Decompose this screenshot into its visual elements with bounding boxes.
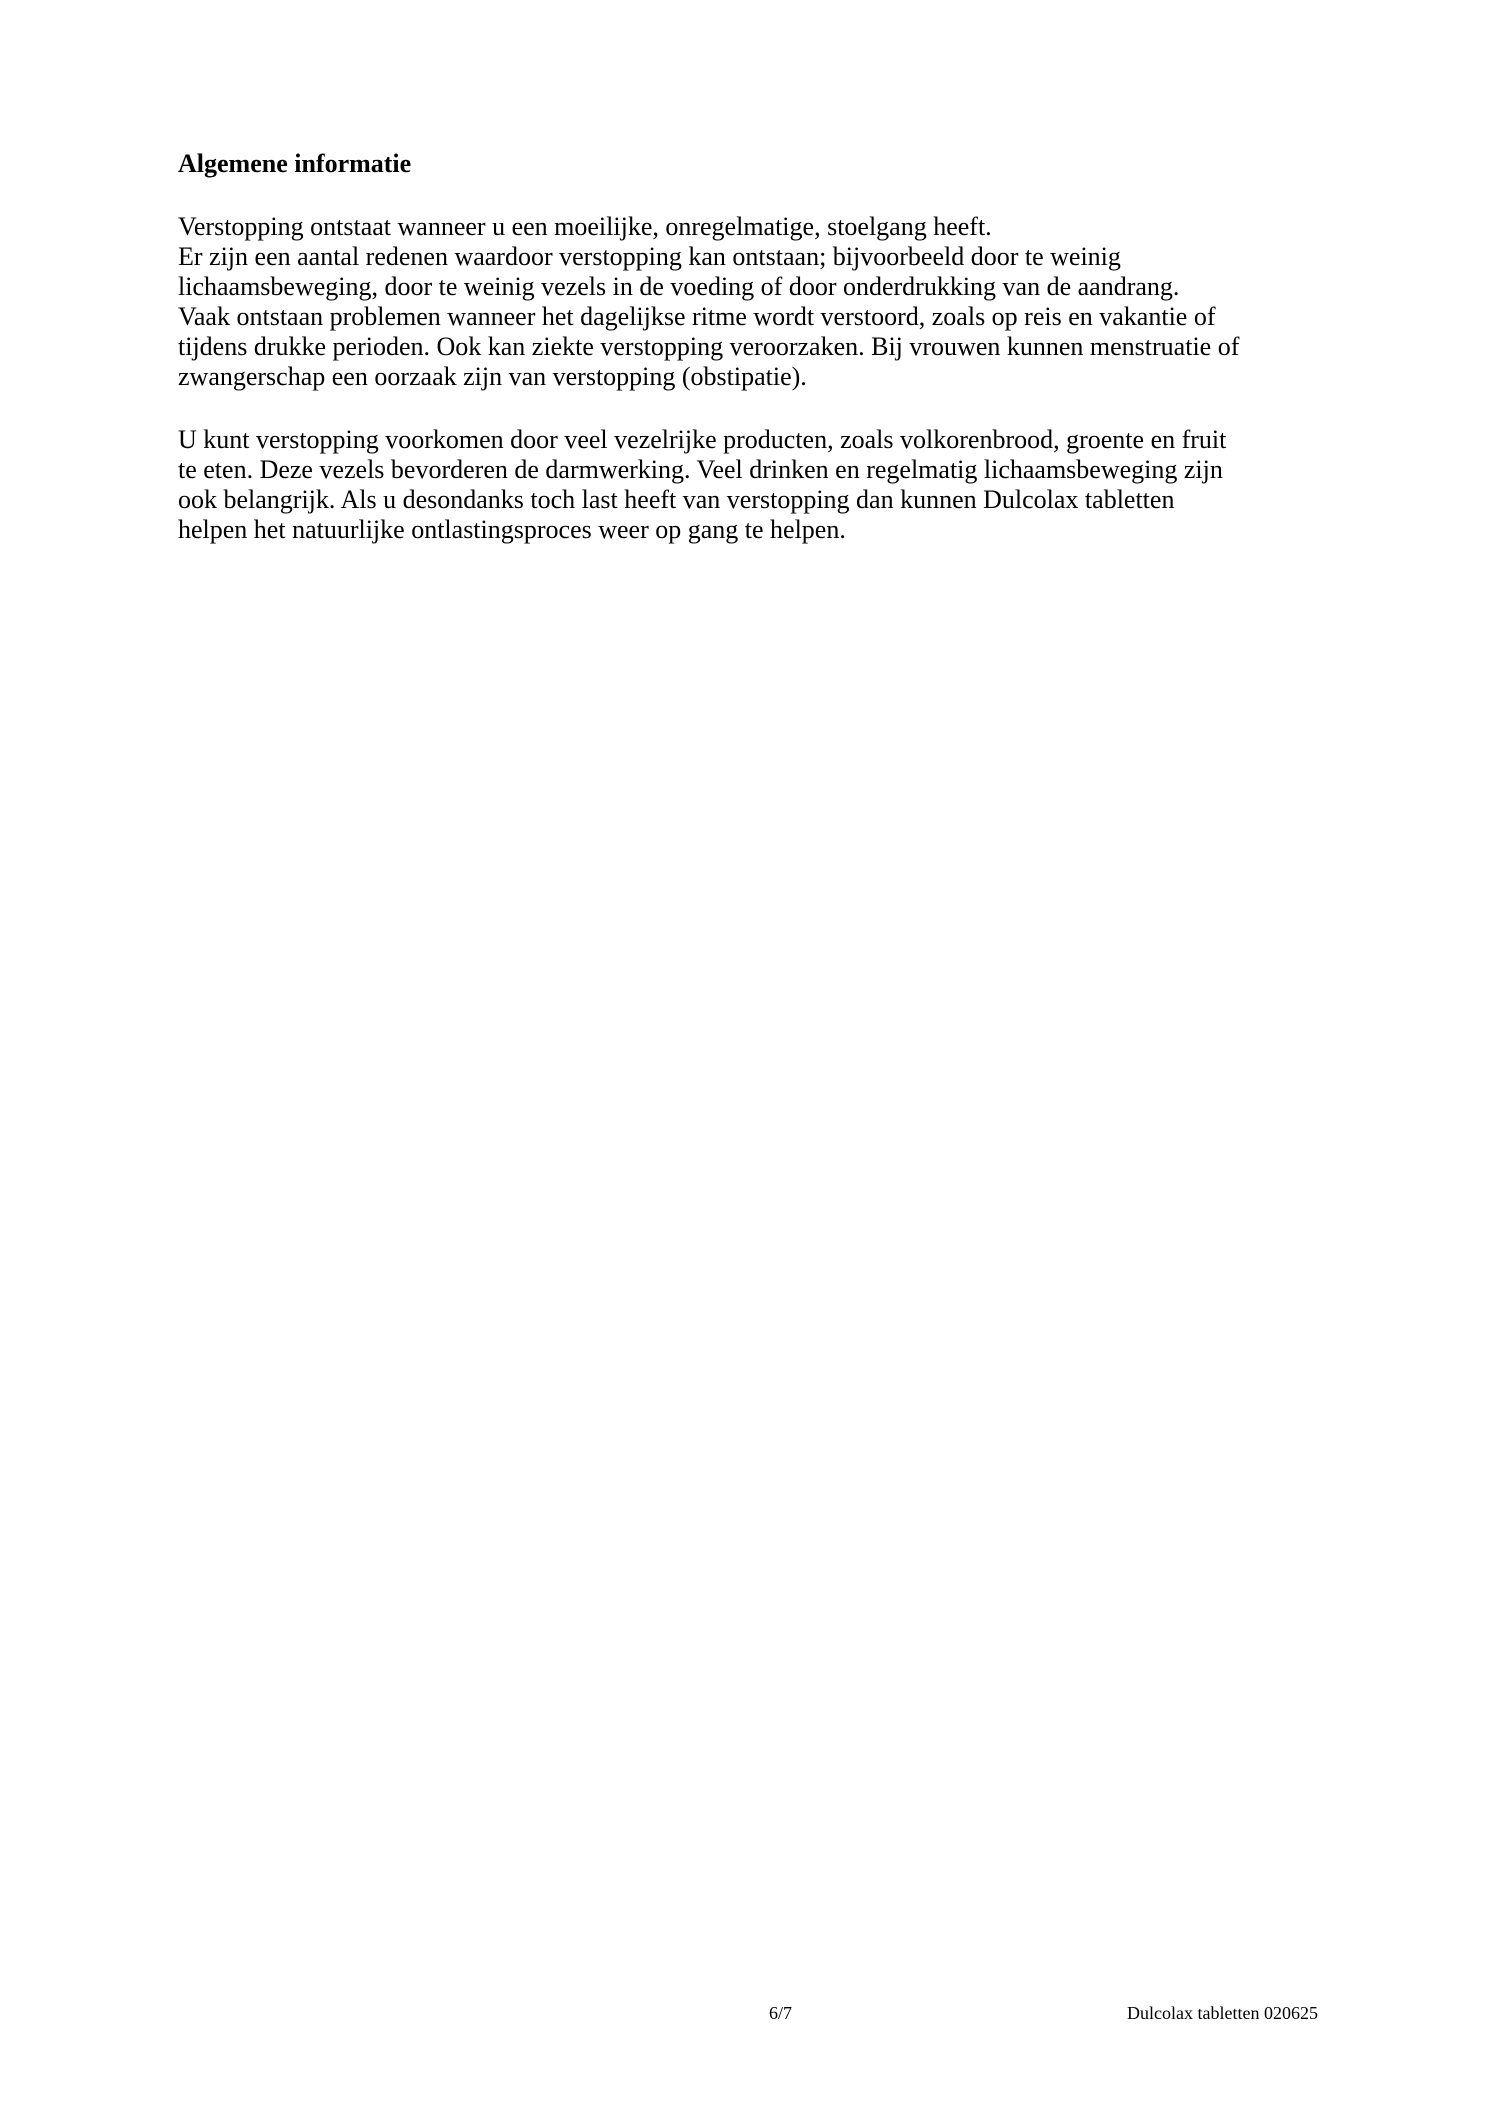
section-heading: Algemene informatie (178, 149, 412, 178)
document-reference: Dulcolax tabletten 020625 (1127, 2003, 1318, 2023)
paragraph-prevention (178, 425, 1226, 545)
text-line: ook belangrijk. Als u desondanks toch last heeft van verstopping dan kunnen Dulcolax tabletten (178, 485, 1175, 514)
text-line: lichaamsbeweging, door te weinig vezels in de voeding of door onderdrukking van de aandrang. (178, 272, 1180, 301)
text-line: helpen het natuurlijke ontlastingsproces weer op gang te helpen. (178, 515, 846, 544)
text-line: tijdens drukke perioden. Ook kan ziekte verstopping veroorzaken. Bij vrouwen kunnen menstruatie of (178, 332, 1240, 361)
text-line: Er zijn een aantal redenen waardoor verstopping kan ontstaan; bijvoorbeeld door te weinig (178, 242, 1121, 271)
page-number: 6/7 (769, 2003, 793, 2023)
text-line: zwangerschap een oorzaak zijn van verstopping (obstipatie). (178, 362, 807, 391)
text-line: te eten. Deze vezels bevorderen de darmwerking. Veel drinken en regelmatig lichaamsbeweging zijn (178, 455, 1223, 484)
text-line: U kunt verstopping voorkomen door veel vezelrijke producten, zoals volkorenbrood, groente en fruit (178, 425, 1227, 454)
text-line: Verstopping ontstaat wanneer u een moeilijke, onregelmatige, stoelgang heeft. (178, 212, 992, 241)
text-line: Vaak ontstaan problemen wanneer het dagelijkse ritme wordt verstoord, zoals op reis en vakantie of (178, 302, 1216, 331)
paragraph-causes (178, 212, 1239, 392)
